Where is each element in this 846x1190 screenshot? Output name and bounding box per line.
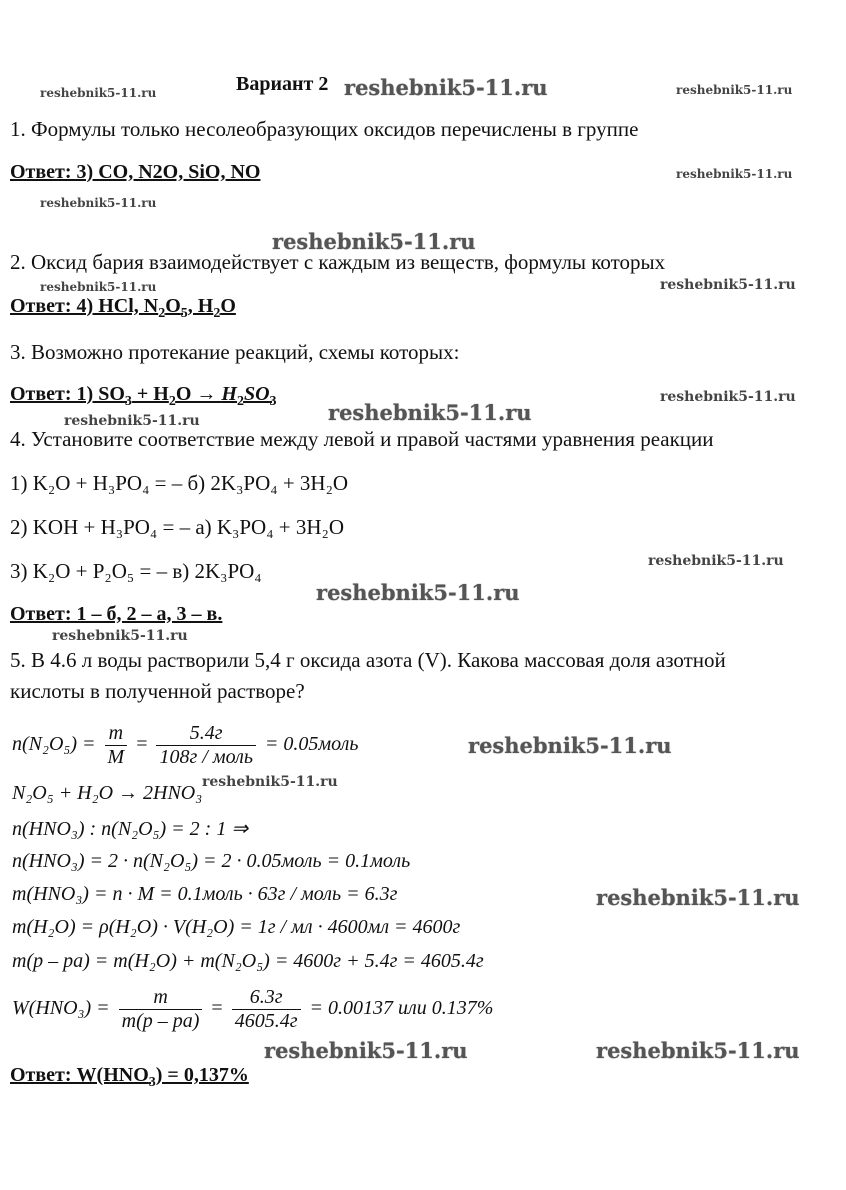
equation-1: n(N₂O₅) = $\frac{m}{M}$ = $\frac{5.4г}{\text{108г / моль}}$ = 0.05моль [12,722,359,768]
watermark: reshebnik5-11.ru [40,196,157,210]
watermark-large: reshebnik5-11.ru [468,733,672,758]
question-5-line-1: 5. В 4.6 л воды растворили 5,4 г оксида азота (V). Какова массовая доля азотной [10,648,726,672]
question-1: 1. Формулы только несолеобразующих оксидов перечислены в группе [10,117,639,141]
answer-2: Ответ: 4) HCl, $N_2O_5$, $H_2O$ [10,295,236,321]
watermark-large: reshebnik5-11.ru [596,1038,800,1063]
answer-1: Ответ: 3) CO, N2O, SiO, NO [10,161,261,183]
equation-2: N₂O₅ + H₂O → 2HNO₃ [12,782,203,804]
watermark: reshebnik5-11.ru [202,774,338,790]
reaction-line-1: 1) K₂O + H₃PO₄ = – б) 2K₃PO₄ + 3H₂O [10,471,349,495]
question-5-line-2: кислоты в полученной растворе? [10,679,305,703]
page-title: Вариант 2 [236,73,329,95]
watermark: reshebnik5-11.ru [52,628,188,644]
equation-8: W(HNO₃) = $\frac{m}{m(p - pa)}$ = $\frac{6.3г}{4605.4г}$ = 0.00137 или 0.137% [12,986,494,1032]
watermark-large: reshebnik5-11.ru [272,229,476,254]
equation-4: n(HNO₃) = 2 · n(N₂O₅) = 2 · 0.05моль = 0.1моль [12,850,411,872]
watermark: reshebnik5-11.ru [676,167,793,181]
watermark: reshebnik5-11.ru [648,553,784,569]
answer-4: Ответ: 1 – б, 2 – а, 3 – в. [10,603,223,625]
watermark-large: reshebnik5-11.ru [264,1038,468,1063]
equation-6: m(H₂O) = ρ(H₂O) · V(H₂O) = 1г / мл · 4600мл = 4600г [12,916,461,938]
equation-3: n(HNO₃) : n(N₂O₅) = 2 : 1 ⇒ [12,818,249,840]
watermark: reshebnik5-11.ru [676,83,793,97]
watermark-large: reshebnik5-11.ru [344,75,548,100]
watermark: reshebnik5-11.ru [660,277,796,293]
answer-5: Ответ: $W(HNO_3) = 0,137\%$ [10,1064,249,1090]
watermark: reshebnik5-11.ru [660,389,796,405]
question-4: 4. Установите соответствие между левой и правой частями уравнения реакции [10,427,714,451]
watermark-large: reshebnik5-11.ru [596,885,800,910]
equation-5: m(HNO₃) = n · M = 0.1моль · 63г / моль = 6.3г [12,883,398,905]
watermark-large: reshebnik5-11.ru [328,400,532,425]
equation-7: m(p – pa) = m(H₂O) + m(N₂O₅) = 4600г + 5.4г = 4605.4г [12,950,484,972]
watermark: reshebnik5-11.ru [40,86,157,100]
watermark: reshebnik5-11.ru [40,280,157,294]
question-3: 3. Возможно протекание реакций, схемы которых: [10,340,460,364]
reaction-line-3: 3) K₂O + P₂O₅ = – в) 2K₃PO₄ [10,559,262,583]
watermark-large: reshebnik5-11.ru [316,580,520,605]
reaction-line-2: 2) KOH + H₃PO₄ = – а) K₃PO₄ + 3H₂O [10,515,345,539]
watermark: reshebnik5-11.ru [64,413,200,429]
answer-3: Ответ: 1) $SO_3 + H_2O \to H_2SO_3$ [10,383,277,409]
question-2: 2. Оксид бария взаимодействует с каждым из веществ, формулы которых [10,250,666,274]
